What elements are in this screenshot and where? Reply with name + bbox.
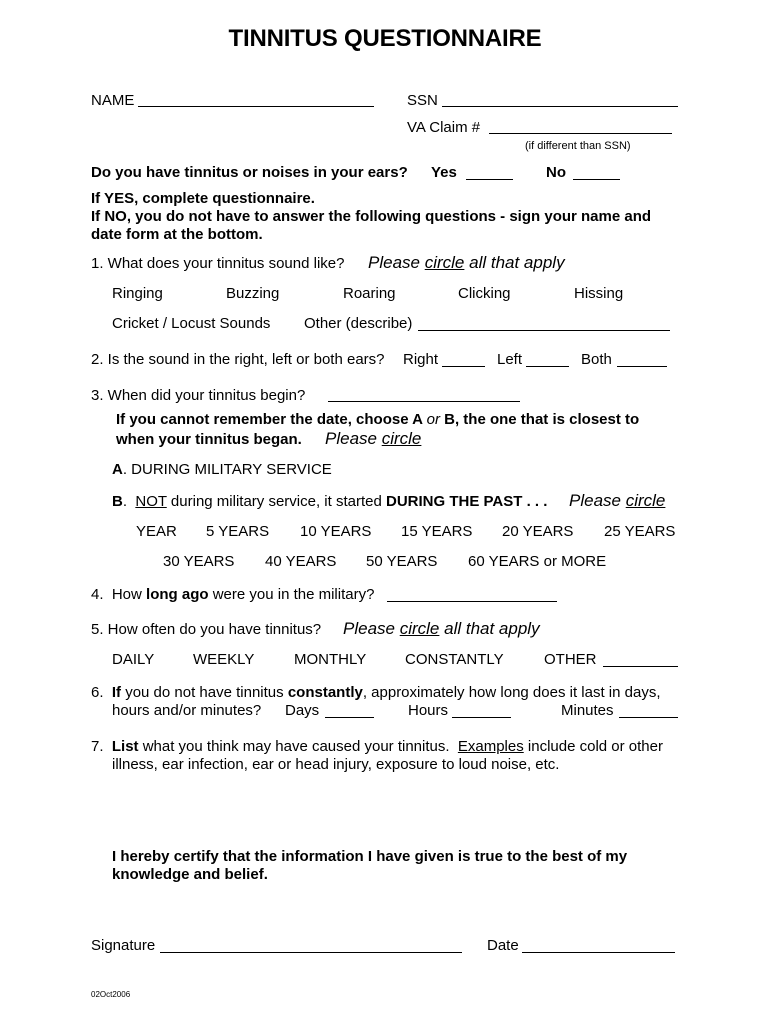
va-claim-label: VA Claim # <box>407 119 481 136</box>
q1-option-hissing[interactable]: Hissing <box>574 285 624 302</box>
if-yes-instruction: If YES, complete questionnaire. <box>91 190 315 207</box>
no-label: No <box>546 164 566 181</box>
q6-bold-if: If <box>111 684 122 701</box>
date-label: Date <box>487 937 519 954</box>
q6-num: 6. <box>91 684 112 701</box>
q2-both-label: Both <box>581 351 612 368</box>
q1-text: 1. What does your tinnitus sound like? <box>91 255 345 272</box>
q6-hours-field[interactable] <box>452 717 511 718</box>
name-label: NAME <box>91 92 135 109</box>
certify-line1: I hereby certify that the information I have given is true to the best of my <box>112 848 628 865</box>
q3-b-instr-circle: circle <box>625 491 666 510</box>
q1-option-ringing[interactable]: Ringing <box>112 285 163 302</box>
q3-year-option[interactable]: 40 YEARS <box>265 553 337 570</box>
q3-year-option[interactable]: 5 YEARS <box>206 523 270 540</box>
q4-field[interactable] <box>387 601 557 602</box>
q3-option-a[interactable] <box>112 461 332 479</box>
q1-other-field[interactable] <box>418 330 670 331</box>
va-claim-note: (if different than SSN) <box>525 140 631 152</box>
q1-instr-rest: all that apply <box>469 253 565 272</box>
q2-both-field[interactable] <box>617 366 667 367</box>
q7-rest: include cold or other <box>523 738 663 755</box>
date-field[interactable] <box>522 952 675 953</box>
q1-option-cricket[interactable]: Cricket / Locust Sounds <box>112 315 271 332</box>
tinnitus-question: Do you have tinnitus or noises in your ears? <box>91 164 408 181</box>
q5-instruction <box>343 619 540 639</box>
q3-year-option[interactable]: 30 YEARS <box>163 553 235 570</box>
q5-option-constantly[interactable]: CONSTANTLY <box>405 651 504 668</box>
if-no-instruction-line2: date form at the bottom. <box>91 226 263 243</box>
q2-text: 2. Is the sound in the right, left or both ears? <box>91 351 385 368</box>
q3-remember-line2: when your tinnitus began. <box>116 431 302 448</box>
ssn-label: SSN <box>407 92 438 109</box>
q3-option-b-mid: during military service, it started <box>166 493 387 510</box>
q3-year-option[interactable]: YEAR <box>136 523 177 540</box>
q5-instr-circle: circle <box>399 619 440 638</box>
signature-field[interactable] <box>160 952 462 953</box>
q5-option-other[interactable]: OTHER <box>544 651 597 668</box>
q4-post: were you in the military? <box>208 586 375 603</box>
q3-year-option[interactable]: 15 YEARS <box>401 523 473 540</box>
q5-other-field[interactable] <box>603 666 678 667</box>
q6-days-field[interactable] <box>325 717 374 718</box>
q3-option-a-letter: A <box>112 461 123 478</box>
q2-right-label: Right <box>403 351 439 368</box>
q3-remember-b: B, the one that is closest to <box>444 411 640 428</box>
q1-option-clicking[interactable]: Clicking <box>458 285 511 302</box>
q7-examples: Examples <box>457 738 524 755</box>
q4-text <box>91 586 374 604</box>
q2-left-field[interactable] <box>526 366 569 367</box>
no-field[interactable] <box>573 179 620 180</box>
q3-b-instr-please: Please <box>569 491 621 510</box>
q6-mid: you do not have tinnitus <box>121 684 288 701</box>
q3-instr-circle: circle <box>381 429 422 448</box>
page-title: TINNITUS QUESTIONNAIRE <box>228 25 542 52</box>
q3-remember-a: If you cannot remember the date, choose A <box>116 411 423 428</box>
q5-option-daily[interactable]: DAILY <box>112 651 155 668</box>
q3-year-option[interactable]: 10 YEARS <box>300 523 372 540</box>
q6-hours-label: Hours <box>408 702 449 719</box>
q3-option-b-past: DURING THE PAST . . . <box>386 493 548 510</box>
name-field[interactable] <box>138 106 374 107</box>
q4-pre: 4. How <box>91 586 147 603</box>
q1-instr-please: Please <box>368 253 420 272</box>
q1-option-buzzing[interactable]: Buzzing <box>226 285 280 302</box>
q7-mid: what you think may have caused your tinnitus. <box>138 738 458 755</box>
q5-option-monthly[interactable]: MONTHLY <box>294 651 367 668</box>
q3-option-b-dot: . <box>122 493 136 510</box>
q3-year-option[interactable]: 25 YEARS <box>604 523 676 540</box>
ssn-field[interactable] <box>442 106 678 107</box>
q4-bold: long ago <box>146 586 209 603</box>
q6-days-label: Days <box>285 702 320 719</box>
certify-line2: knowledge and belief. <box>112 866 268 883</box>
q6-minutes-field[interactable] <box>619 717 678 718</box>
q3-option-b[interactable] <box>112 493 547 511</box>
q3-date-field[interactable] <box>328 401 520 402</box>
q3-remember-line1 <box>116 411 639 429</box>
q1-option-roaring[interactable]: Roaring <box>343 285 396 302</box>
q3-year-option[interactable]: 60 YEARS or MORE <box>468 553 607 570</box>
q6-minutes-label: Minutes <box>561 702 614 719</box>
q2-right-field[interactable] <box>442 366 485 367</box>
q5-text: 5. How often do you have tinnitus? <box>91 621 322 638</box>
q6-text-line1 <box>91 684 660 702</box>
q6-text-line2: hours and/or minutes? <box>112 702 262 719</box>
q5-instr-please: Please <box>343 619 395 638</box>
q5-option-weekly[interactable]: WEEKLY <box>193 651 255 668</box>
q6-bold-constantly: constantly <box>287 684 363 701</box>
q3-option-b-not: NOT <box>135 493 167 510</box>
q3-year-option[interactable]: 20 YEARS <box>502 523 574 540</box>
q3-instr-please: Please <box>325 429 377 448</box>
signature-label: Signature <box>91 937 156 954</box>
q3-text: 3. When did your tinnitus begin? <box>91 387 306 404</box>
q1-option-other[interactable]: Other (describe) <box>304 315 413 332</box>
q3-instruction <box>325 429 421 449</box>
q3-remember-or: or <box>426 411 440 428</box>
q3-b-instruction <box>569 491 665 511</box>
q6-rest: , approximately how long does it last in days, <box>362 684 661 701</box>
q7-num: 7. <box>91 738 112 755</box>
q5-instr-rest: all that apply <box>444 619 540 638</box>
q7-text-line1 <box>91 738 663 756</box>
q3-year-option[interactable]: 50 YEARS <box>366 553 438 570</box>
q2-left-label: Left <box>497 351 523 368</box>
q7-text-line2: illness, ear infection, ear or head injury, exposure to loud noise, etc. <box>112 756 560 773</box>
q7-bold-list: List <box>111 738 139 755</box>
if-no-instruction-line1: If NO, you do not have to answer the following questions - sign your name and <box>91 208 652 225</box>
va-claim-field[interactable] <box>489 133 672 134</box>
q1-instruction <box>368 253 565 273</box>
yes-label: Yes <box>431 164 457 181</box>
form-date: 02Oct2006 <box>91 990 131 999</box>
q3-option-b-letter: B <box>112 493 123 510</box>
yes-field[interactable] <box>466 179 513 180</box>
q1-instr-circle: circle <box>424 253 465 272</box>
q3-option-a-text: . DURING MILITARY SERVICE <box>122 461 332 478</box>
